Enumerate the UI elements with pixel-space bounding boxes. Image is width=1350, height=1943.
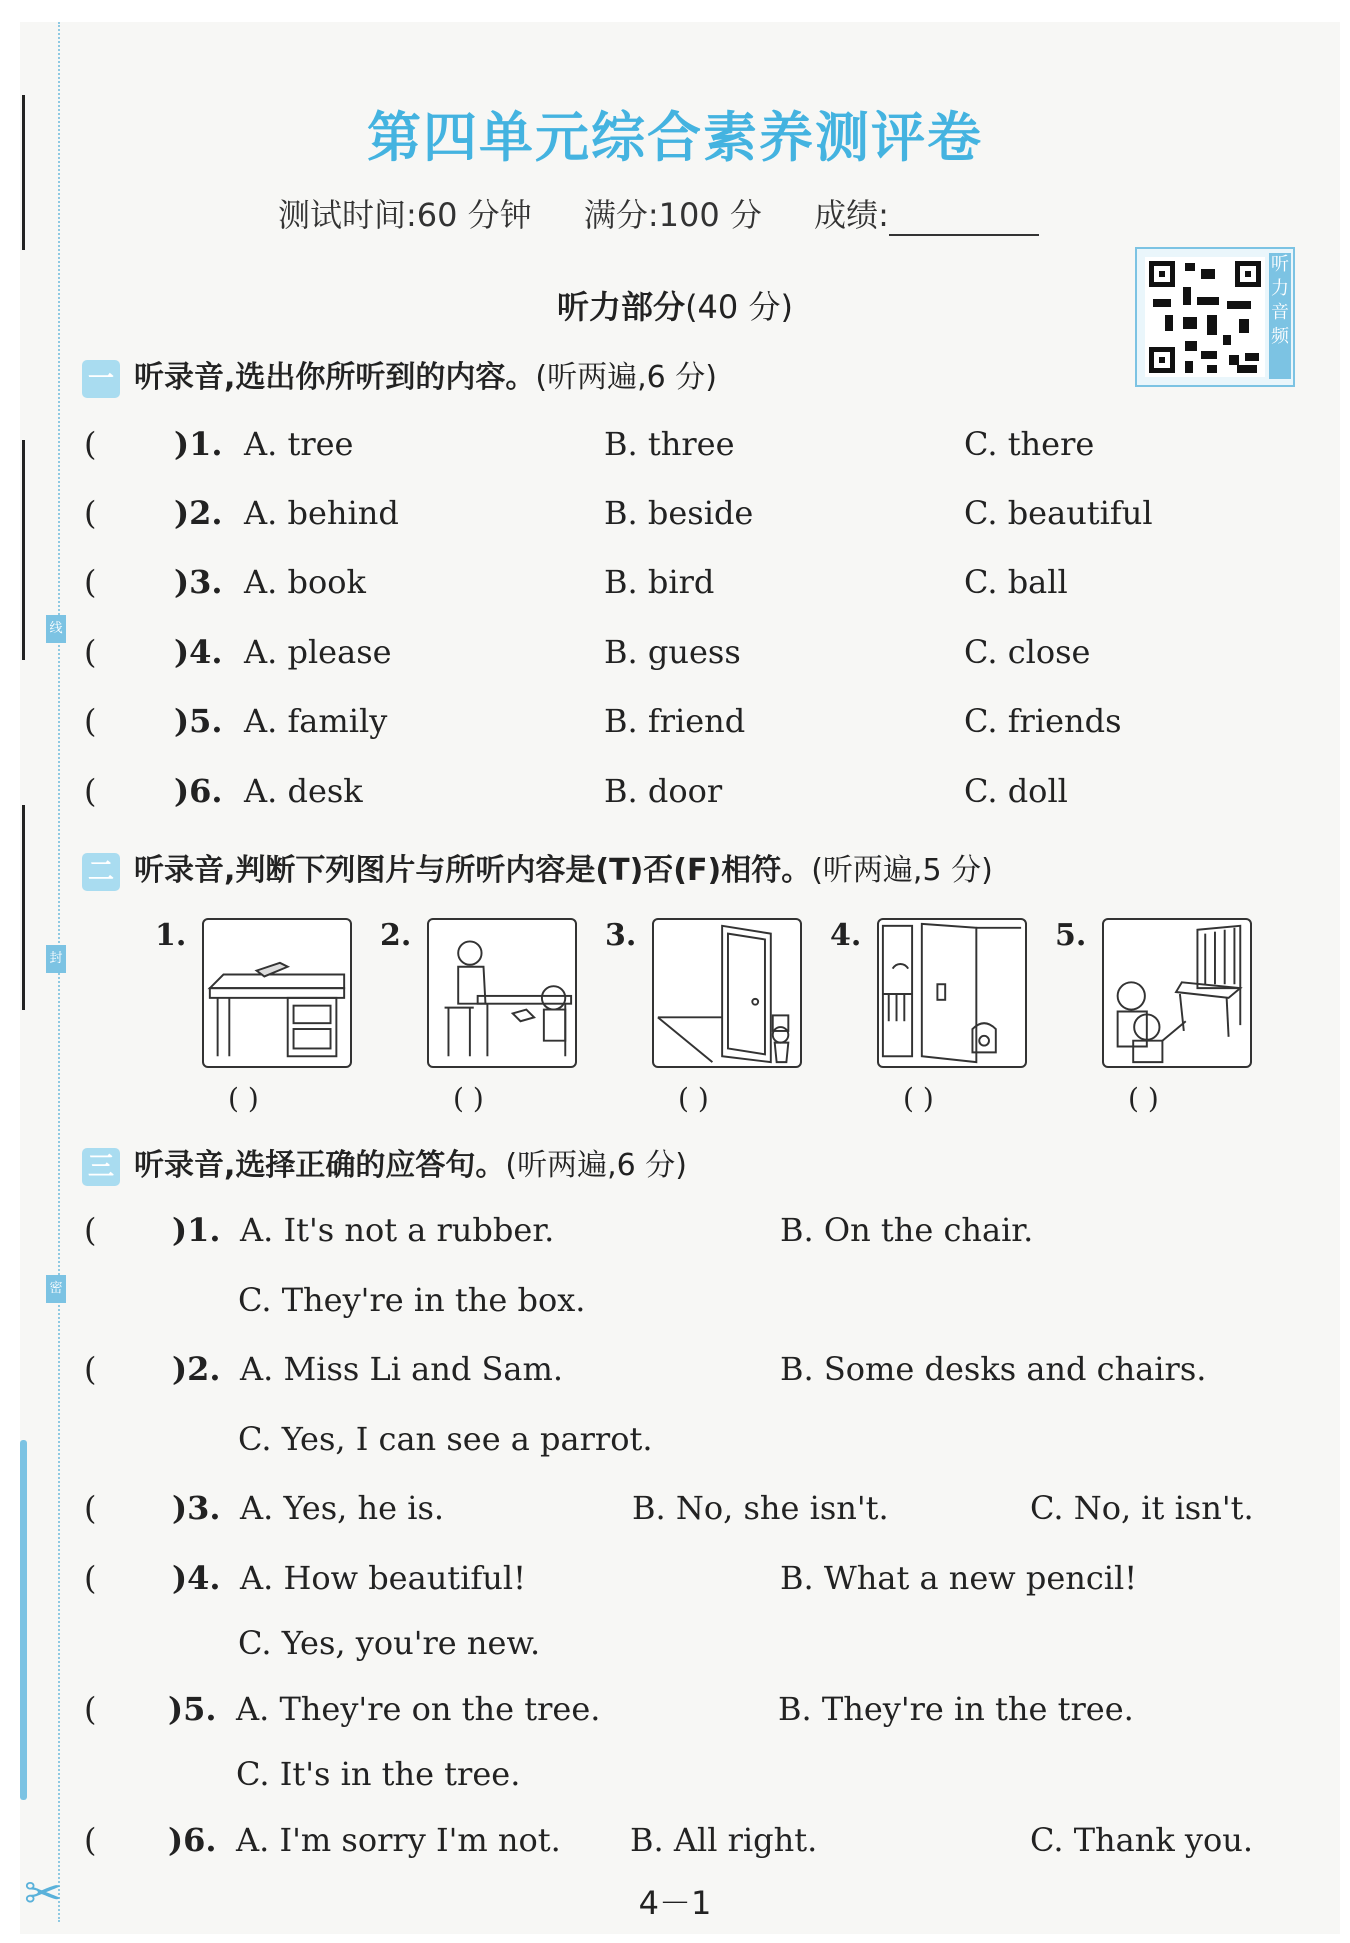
picture-door-bag <box>877 918 1027 1068</box>
side-tag-xian: 线 <box>46 615 66 643</box>
tf-blank[interactable]: ( ) <box>678 1082 709 1115</box>
option-c: C. close <box>964 633 1091 671</box>
picture-door <box>652 918 802 1068</box>
score-blank[interactable] <box>889 204 1039 236</box>
picture-chair <box>1102 918 1252 1068</box>
edge-bar <box>22 805 25 1010</box>
picture-number: 3. <box>605 918 637 953</box>
option-a: A. tree <box>244 425 354 463</box>
option-c: C. ball <box>964 563 1068 601</box>
answer-blank[interactable]: ( <box>84 633 97 671</box>
option-c: C. beautiful <box>964 494 1153 532</box>
option-a: A. It's not a rubber. <box>240 1211 555 1249</box>
answer-blank[interactable]: ( <box>84 494 97 532</box>
edge-bar <box>22 440 25 660</box>
option-a: A. I'm sorry I'm not. <box>236 1821 561 1859</box>
option-a: A. behind <box>244 494 399 532</box>
picture-number: 2. <box>380 918 412 953</box>
option-a: A. They're on the tree. <box>236 1690 601 1728</box>
option-c: C. Yes, I can see a parrot. <box>238 1420 653 1458</box>
test-meta <box>278 190 1081 236</box>
option-c: C. Yes, you're new. <box>238 1624 541 1662</box>
picture-number: 5. <box>1055 918 1087 953</box>
test-time: 测试时间:60 分钟 <box>278 196 532 234</box>
picture-desk <box>202 918 352 1068</box>
option-b: B. three <box>604 425 735 463</box>
picture-number: 4. <box>830 918 862 953</box>
answer-blank[interactable]: ( <box>84 1690 97 1728</box>
side-tag-mi: 密 <box>46 1275 66 1303</box>
answer-blank[interactable]: ( <box>84 563 97 601</box>
answer-blank[interactable]: ( <box>84 1211 97 1249</box>
part-title: 听力部分(40 分) <box>557 288 793 326</box>
option-c: C. Thank you. <box>1030 1821 1254 1859</box>
option-b: B. door <box>604 772 723 810</box>
section-3-heading: 三 听录音,选择正确的应答句。(听两遍,6 分) <box>82 1140 687 1186</box>
tf-blank[interactable]: ( ) <box>228 1082 259 1115</box>
answer-blank[interactable]: ( <box>84 702 97 740</box>
answer-blank[interactable]: ( <box>84 1559 97 1597</box>
option-b: B. On the chair. <box>780 1211 1034 1249</box>
option-a: A. Miss Li and Sam. <box>240 1350 563 1388</box>
option-c: C. doll <box>964 772 1068 810</box>
page-title: 第四单元综合素养测评卷 <box>367 106 983 169</box>
section-2-heading: 二 听录音,判断下列图片与所听内容是(T)否(F)相符。(听两遍,5 分) <box>82 845 993 891</box>
tf-blank[interactable]: ( ) <box>1128 1082 1159 1115</box>
option-b: B. All right. <box>630 1821 818 1859</box>
option-a: A. Yes, he is. <box>240 1489 445 1527</box>
scissors-icon: ✂ <box>24 1866 63 1920</box>
option-c: C. there <box>964 425 1095 463</box>
option-b: B. What a new pencil! <box>780 1559 1138 1597</box>
option-c: C. They're in the box. <box>238 1281 586 1319</box>
picture-number: 1. <box>155 918 187 953</box>
option-c: C. No, it isn't. <box>1030 1489 1254 1527</box>
edge-strip <box>20 1440 27 1800</box>
tf-blank[interactable]: ( ) <box>903 1082 934 1115</box>
score-label: 成绩: <box>814 196 1039 234</box>
option-b: B. They're in the tree. <box>778 1690 1134 1728</box>
qr-label: 听力音频 <box>1269 253 1291 379</box>
option-c: C. friends <box>964 702 1122 740</box>
page-number: 4－1 <box>638 1884 712 1922</box>
option-a: A. family <box>244 702 388 740</box>
answer-blank[interactable]: ( <box>84 425 97 463</box>
section-1-heading: 一 听录音,选出你所听到的内容。(听两遍,6 分) <box>82 352 717 398</box>
option-a: A. book <box>244 563 366 601</box>
tf-blank[interactable]: ( ) <box>453 1082 484 1115</box>
answer-blank[interactable]: ( <box>84 772 97 810</box>
option-b: B. bird <box>604 563 715 601</box>
answer-blank[interactable]: ( <box>84 1821 97 1859</box>
option-b: B. friend <box>604 702 746 740</box>
option-a: A. desk <box>244 772 363 810</box>
answer-blank[interactable]: ( <box>84 1350 97 1388</box>
option-b: B. beside <box>604 494 754 532</box>
option-c: C. It's in the tree. <box>236 1755 521 1793</box>
side-tag-feng: 封 <box>46 945 66 973</box>
option-b: B. guess <box>604 633 741 671</box>
option-b: B. No, she isn't. <box>632 1489 889 1527</box>
option-a: A. How beautiful! <box>240 1559 526 1597</box>
answer-blank[interactable]: ( <box>84 1489 97 1527</box>
option-a: A. please <box>244 633 392 671</box>
picture-boy-behind-desk <box>427 918 577 1068</box>
full-score: 满分:100 分 <box>583 196 762 234</box>
option-b: B. Some desks and chairs. <box>780 1350 1207 1388</box>
